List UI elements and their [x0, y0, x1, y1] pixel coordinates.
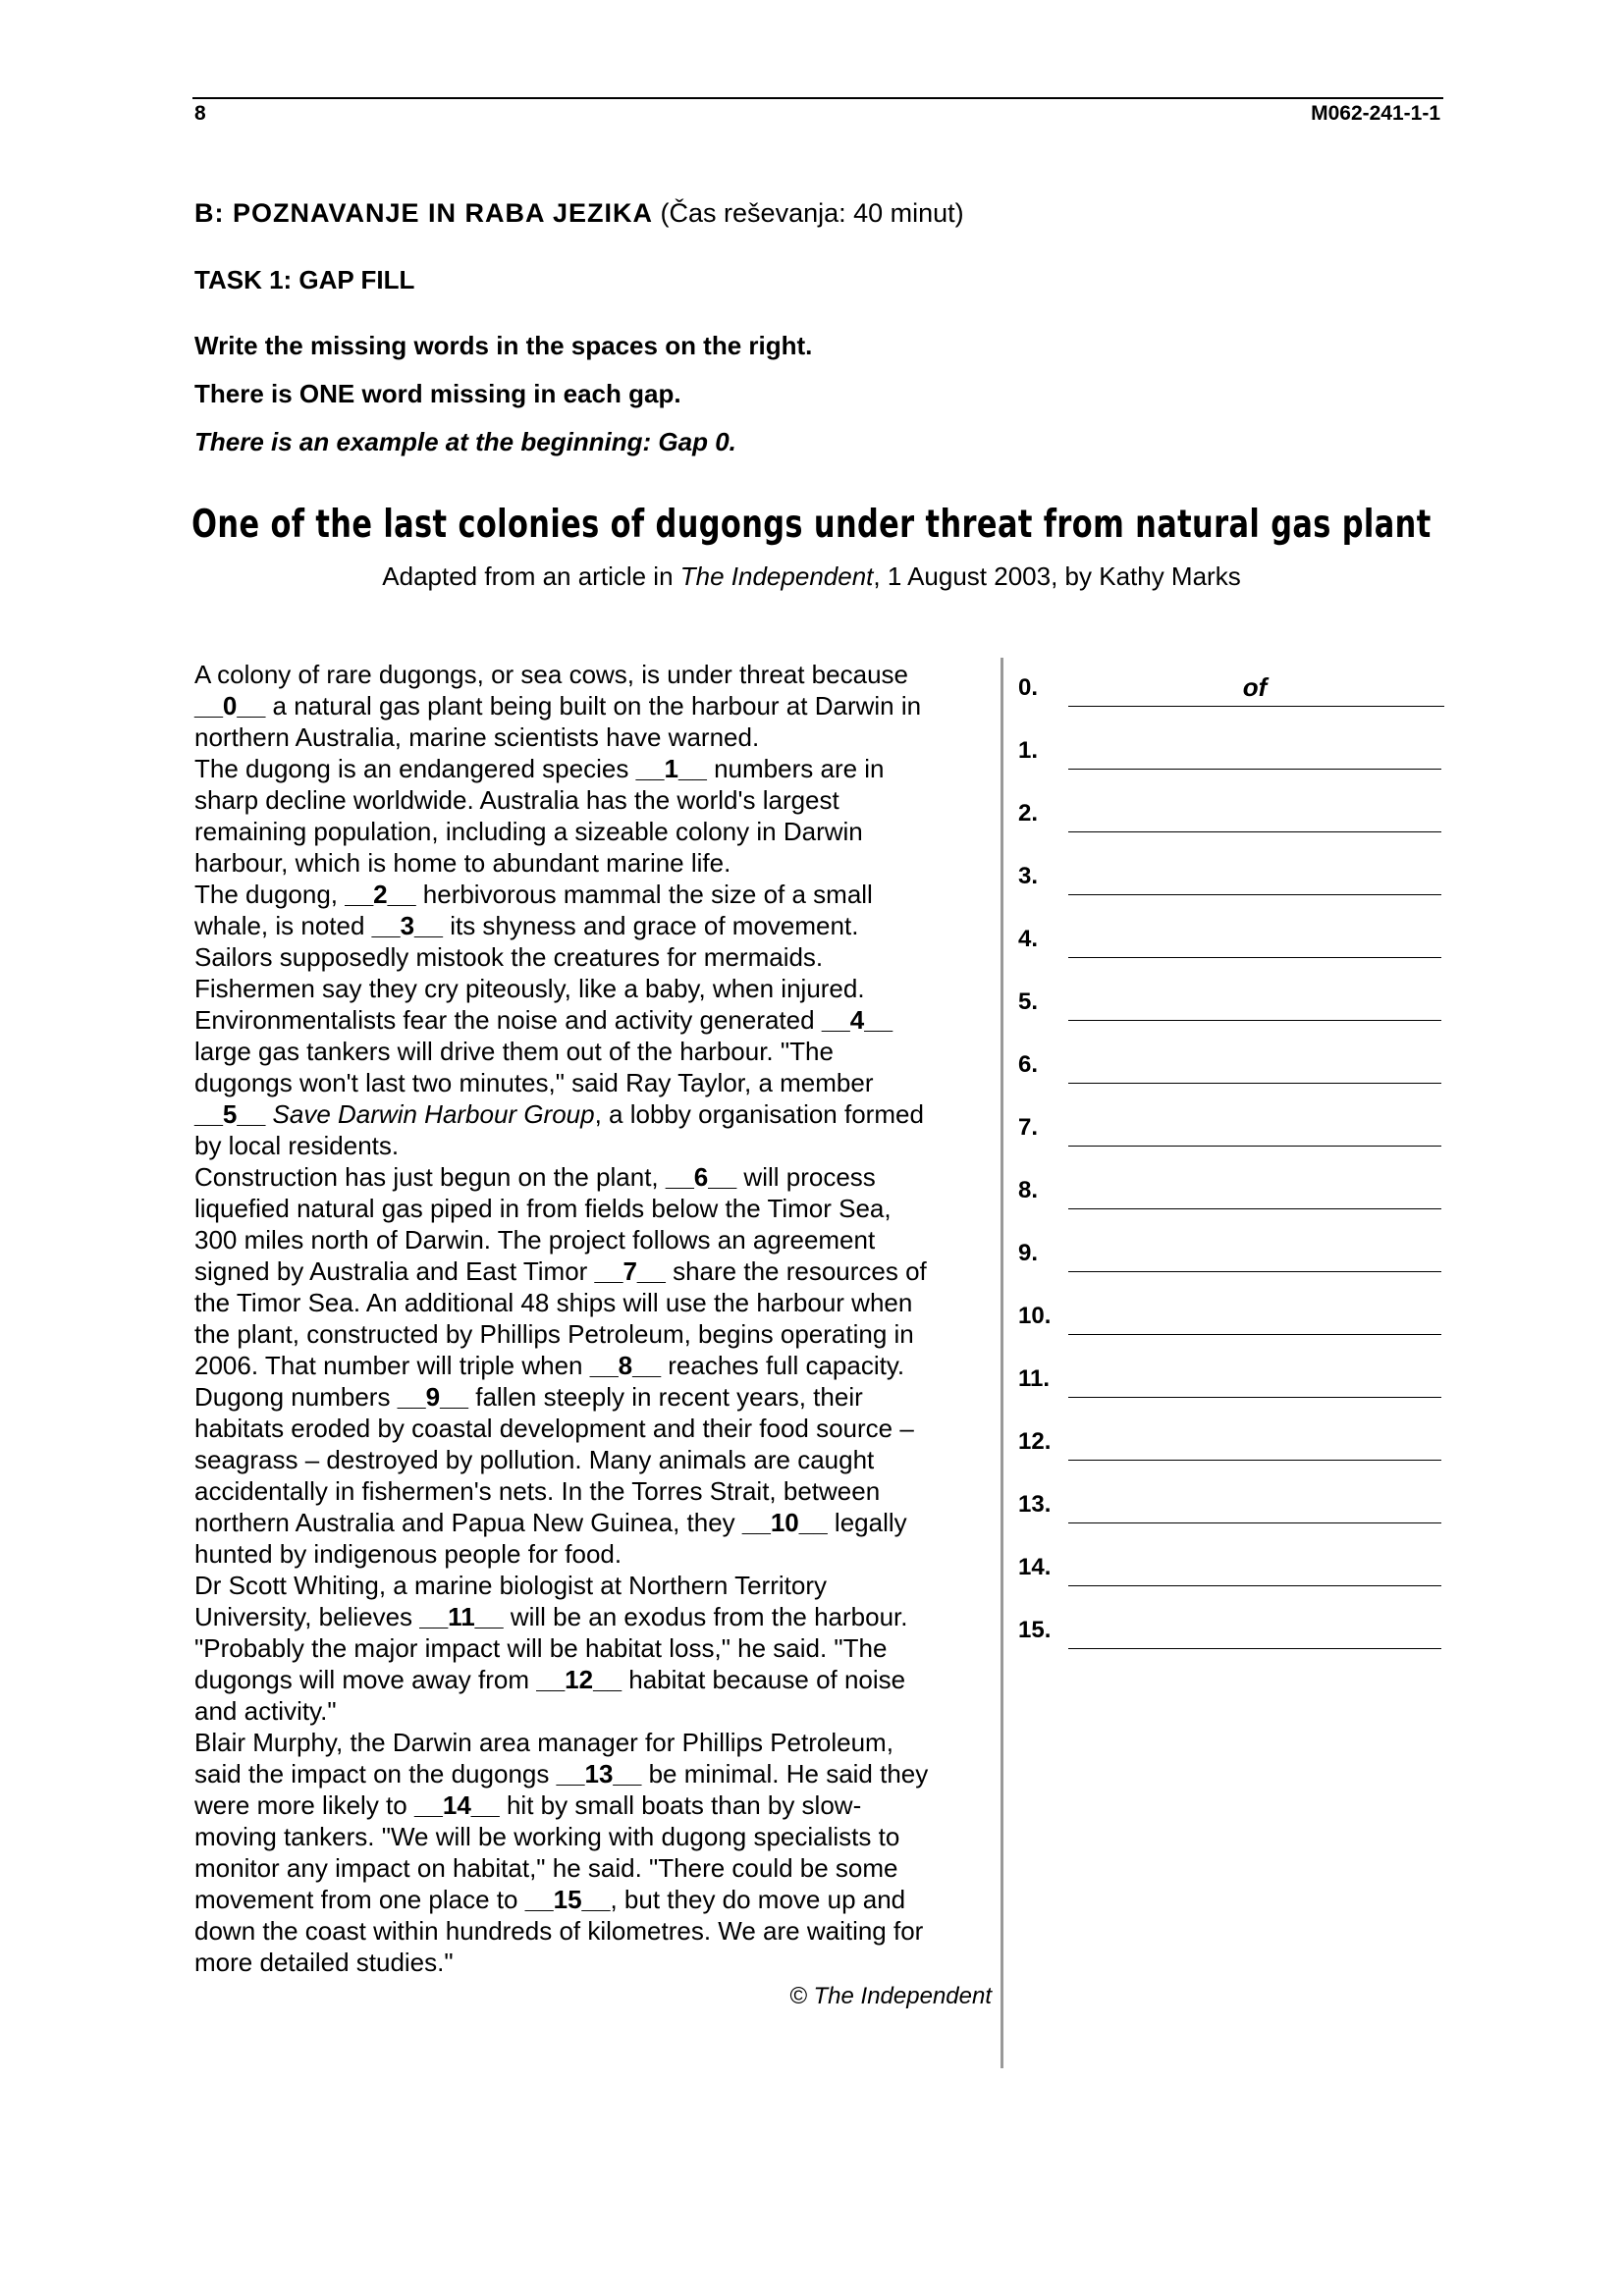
answer-blank[interactable]	[1068, 1208, 1441, 1209]
article-title: One of the last colonies of dugongs under threat from natural gas plant	[191, 503, 1432, 547]
text-run: 2006. That number will triple when	[194, 1351, 590, 1380]
article-line	[194, 1381, 1009, 1413]
answer-number: 10.	[1018, 1303, 1052, 1329]
text-run: University, believes	[194, 1602, 420, 1631]
answer-blank[interactable]	[1068, 957, 1441, 958]
article-line	[194, 1350, 1009, 1381]
article-line	[194, 1255, 1009, 1287]
text-run: habitat because of noise	[622, 1665, 906, 1694]
text-run: 300 miles north of Darwin. The project follows an agreement	[194, 1225, 876, 1255]
article-line	[194, 879, 1009, 910]
text-run: northern Australia and Papua New Guinea, they	[194, 1508, 742, 1537]
answer-number: 2.	[1018, 800, 1039, 827]
answer-row-12	[1018, 1428, 1444, 1468]
task-title: TASK 1: GAP FILL	[194, 265, 415, 294]
article-line	[194, 1067, 1009, 1098]
text-run	[265, 1099, 272, 1129]
article-line	[194, 941, 1009, 973]
source-prefix: Adapted from an article in	[382, 561, 680, 591]
answer-blank	[1068, 706, 1444, 707]
article-line	[194, 1098, 1009, 1130]
section-heading-bold: B: POZNAVANJE IN RABA JEZIKA	[194, 198, 654, 228]
article-line	[194, 690, 1009, 721]
text-run: will process	[736, 1162, 876, 1192]
text-run: will be an exodus from the harbour.	[503, 1602, 908, 1631]
text-run: Blair Murphy, the Darwin area manager for Phillips Petroleum,	[194, 1728, 893, 1757]
answer-blank[interactable]	[1068, 1397, 1441, 1398]
gap-marker: __7__	[594, 1256, 666, 1286]
page-number: 8	[194, 102, 206, 125]
text-run: numbers are in	[706, 754, 885, 783]
answer-row-6	[1018, 1051, 1444, 1091]
article-line	[194, 721, 1009, 753]
text-run: northern Australia, marine scientists have warned.	[194, 722, 760, 752]
text-run: be minimal. He said they	[641, 1759, 929, 1789]
article-line	[194, 1789, 1009, 1821]
article-body	[194, 659, 1009, 1978]
answer-blank[interactable]	[1068, 1648, 1441, 1649]
text-run: movement from one place to	[194, 1885, 525, 1914]
answer-blank[interactable]	[1068, 1522, 1441, 1523]
gap-marker: __15__	[524, 1885, 611, 1914]
article-line	[194, 1915, 1009, 1947]
answer-number: 15.	[1018, 1617, 1052, 1643]
section-heading-time: (Čas reševanja: 40 minut)	[653, 198, 964, 228]
text-run: Construction has just begun on the plant,	[194, 1162, 666, 1192]
gap-marker: __6__	[665, 1162, 737, 1192]
gap-marker: __10__	[741, 1508, 828, 1537]
article-line	[194, 1130, 1009, 1161]
answer-row-1	[1018, 737, 1444, 776]
text-run: hunted by indigenous people for food.	[194, 1539, 622, 1569]
answer-row-11	[1018, 1365, 1444, 1405]
article-line	[194, 1884, 1009, 1915]
column-divider	[1001, 658, 1003, 2068]
gap-marker: __1__	[635, 754, 707, 783]
instruction-1: Write the missing words in the spaces on the right.	[194, 331, 813, 360]
article-line	[194, 1570, 1009, 1601]
answer-blank[interactable]	[1068, 1020, 1441, 1021]
text-run: Fishermen say they cry piteously, like a baby, when injured.	[194, 974, 865, 1003]
text-run: accidentally in fishermen's nets. In the Torres Strait, between	[194, 1476, 881, 1506]
answer-number: 12.	[1018, 1428, 1052, 1455]
instruction-3: There is an example at the beginning: Gap 0.	[194, 427, 736, 456]
article-line	[194, 1507, 1009, 1538]
gap-marker: __8__	[589, 1351, 662, 1380]
text-run: The dugong,	[194, 880, 346, 909]
article-line	[194, 847, 1009, 879]
answer-blank[interactable]	[1068, 1334, 1441, 1335]
article-line	[194, 1413, 1009, 1444]
article-line	[194, 1947, 1009, 1978]
article-line	[194, 1664, 1009, 1695]
answer-row-7	[1018, 1114, 1444, 1153]
answer-number: 5.	[1018, 988, 1039, 1015]
text-run: Sailors supposedly mistook the creatures for mermaids.	[194, 942, 824, 972]
article-line	[194, 753, 1009, 784]
answer-row-10	[1018, 1303, 1444, 1342]
article-line	[194, 1821, 1009, 1852]
gap-marker: __12__	[536, 1665, 622, 1694]
text-run: , a lobby organisation formed	[594, 1099, 924, 1129]
answer-number: 8.	[1018, 1177, 1039, 1203]
article-line	[194, 1161, 1009, 1193]
answer-number: 6.	[1018, 1051, 1039, 1078]
article-line	[194, 1193, 1009, 1224]
answer-blank[interactable]	[1068, 1146, 1441, 1147]
answer-row-14	[1018, 1554, 1444, 1593]
text-run: harbour, which is home to abundant marine life.	[194, 848, 731, 878]
article-source	[0, 561, 1623, 592]
text-run: by local residents.	[194, 1131, 400, 1160]
answer-number: 4.	[1018, 926, 1039, 952]
gap-marker: __11__	[419, 1602, 504, 1631]
header-rule	[192, 97, 1443, 99]
article-line	[194, 1475, 1009, 1507]
source-suffix: , 1 August 2003, by Kathy Marks	[873, 561, 1241, 591]
text-run: hit by small boats than by slow-	[499, 1790, 862, 1820]
answer-blank[interactable]	[1068, 1460, 1441, 1461]
article-line	[194, 910, 1009, 941]
instruction-2: There is ONE word missing in each gap.	[194, 379, 681, 408]
answer-blank[interactable]	[1068, 831, 1441, 832]
text-run: fallen steeply in recent years, their	[468, 1382, 863, 1412]
article-line	[194, 1287, 1009, 1318]
text-run: were more likely to	[194, 1790, 414, 1820]
article-line	[194, 1632, 1009, 1664]
gap-marker: __4__	[821, 1005, 893, 1035]
gap-marker: __5__	[194, 1099, 266, 1129]
answer-row-9	[1018, 1240, 1444, 1279]
text-run: reaches full capacity.	[661, 1351, 905, 1380]
answer-number: 13.	[1018, 1491, 1052, 1518]
answer-blank[interactable]	[1068, 769, 1441, 770]
answer-row-0	[1018, 674, 1444, 714]
article-line	[194, 784, 1009, 816]
answer-row-13	[1018, 1491, 1444, 1530]
article-line	[194, 1318, 1009, 1350]
answer-number: 3.	[1018, 863, 1039, 889]
text-run: dugongs will move away from	[194, 1665, 537, 1694]
answer-number: 7.	[1018, 1114, 1039, 1141]
answer-number: 9.	[1018, 1240, 1039, 1266]
text-run: remaining population, including a sizeable colony in Darwin	[194, 817, 863, 846]
text-run: A colony of rare dugongs, or sea cows, is under threat because	[194, 660, 908, 689]
gap-marker: __2__	[345, 880, 416, 909]
text-run: dugongs won't last two minutes," said Ray Taylor, a member	[194, 1068, 874, 1097]
document-code: M062-241-1-1	[1311, 102, 1440, 125]
text-run: Dr Scott Whiting, a marine biologist at Northern Territory	[194, 1571, 827, 1600]
answer-row-3	[1018, 863, 1444, 902]
answer-blank[interactable]	[1068, 894, 1441, 895]
text-run: Dugong numbers	[194, 1382, 398, 1412]
text-run: down the coast within hundreds of kilometres. We are waiting for	[194, 1916, 924, 1946]
article-line	[194, 1695, 1009, 1727]
answer-blank[interactable]	[1068, 1271, 1441, 1272]
text-run: herbivorous mammal the size of a small	[415, 880, 873, 909]
text-run: The dugong is an endangered species	[194, 754, 636, 783]
text-run: Environmentalists fear the noise and activity generated	[194, 1005, 822, 1035]
gap-marker: __14__	[413, 1790, 500, 1820]
article-line	[194, 1224, 1009, 1255]
text-run: a natural gas plant being built on the harbour at Darwin in	[265, 691, 922, 721]
answer-number: 14.	[1018, 1554, 1052, 1580]
article-line	[194, 659, 1009, 690]
article-line	[194, 1601, 1009, 1632]
text-run: whale, is noted	[194, 911, 372, 940]
source-publication: The Independent	[679, 561, 874, 591]
article-line	[194, 1538, 1009, 1570]
article-line	[194, 1758, 1009, 1789]
section-heading	[194, 198, 964, 229]
answer-blank[interactable]	[1068, 1083, 1441, 1084]
answer-blank[interactable]	[1068, 1585, 1441, 1586]
answer-number: 11.	[1018, 1365, 1051, 1392]
article-line	[194, 1727, 1009, 1758]
text-run: signed by Australia and East Timor	[194, 1256, 595, 1286]
text-run: monitor any impact on habitat," he said. "There could be some	[194, 1853, 898, 1883]
text-run: , but they do move up and	[610, 1885, 906, 1914]
text-run: large gas tankers will drive them out of the harbour. "The	[194, 1037, 834, 1066]
article-line	[194, 816, 1009, 847]
article-line	[194, 1004, 1009, 1036]
text-run: Save Darwin Harbour Group	[272, 1099, 595, 1129]
text-run: the Timor Sea. An additional 48 ships will use the harbour when	[194, 1288, 913, 1317]
answer-row-5	[1018, 988, 1444, 1028]
answer-number: 1.	[1018, 737, 1039, 764]
gap-marker: __13__	[556, 1759, 642, 1789]
article-line	[194, 1444, 1009, 1475]
gap-marker: __9__	[397, 1382, 468, 1412]
text-run: moving tankers. "We will be working with dugong specialists to	[194, 1822, 900, 1851]
article-line	[194, 1852, 1009, 1884]
gap-marker: __3__	[371, 911, 443, 940]
text-run: sharp decline worldwide. Australia has the world's largest	[194, 785, 839, 815]
article-line	[194, 973, 1009, 1004]
answer-value: of	[1242, 672, 1268, 702]
answer-row-2	[1018, 800, 1444, 839]
answer-number: 0.	[1018, 674, 1039, 701]
gap-marker: __0__	[194, 691, 266, 721]
text-run: said the impact on the dugongs	[194, 1759, 557, 1789]
text-run: "Probably the major impact will be habitat loss," he said. "The	[194, 1633, 888, 1663]
text-run: habitats eroded by coastal development and their food source –	[194, 1414, 914, 1443]
article-credit: © The Independent	[789, 1983, 992, 2009]
text-run: seagrass – destroyed by pollution. Many animals are caught	[194, 1445, 875, 1474]
text-run: legally	[827, 1508, 907, 1537]
text-run: liquefied natural gas piped in from fields below the Timor Sea,	[194, 1194, 892, 1223]
text-run: and activity."	[194, 1696, 337, 1726]
article-line	[194, 1036, 1009, 1067]
text-run: its shyness and grace of movement.	[442, 911, 859, 940]
text-run: the plant, constructed by Phillips Petroleum, begins operating in	[194, 1319, 914, 1349]
text-run: more detailed studies."	[194, 1948, 454, 1977]
answer-row-8	[1018, 1177, 1444, 1216]
text-run: share the resources of	[665, 1256, 927, 1286]
answer-row-15	[1018, 1617, 1444, 1656]
answer-row-4	[1018, 926, 1444, 965]
